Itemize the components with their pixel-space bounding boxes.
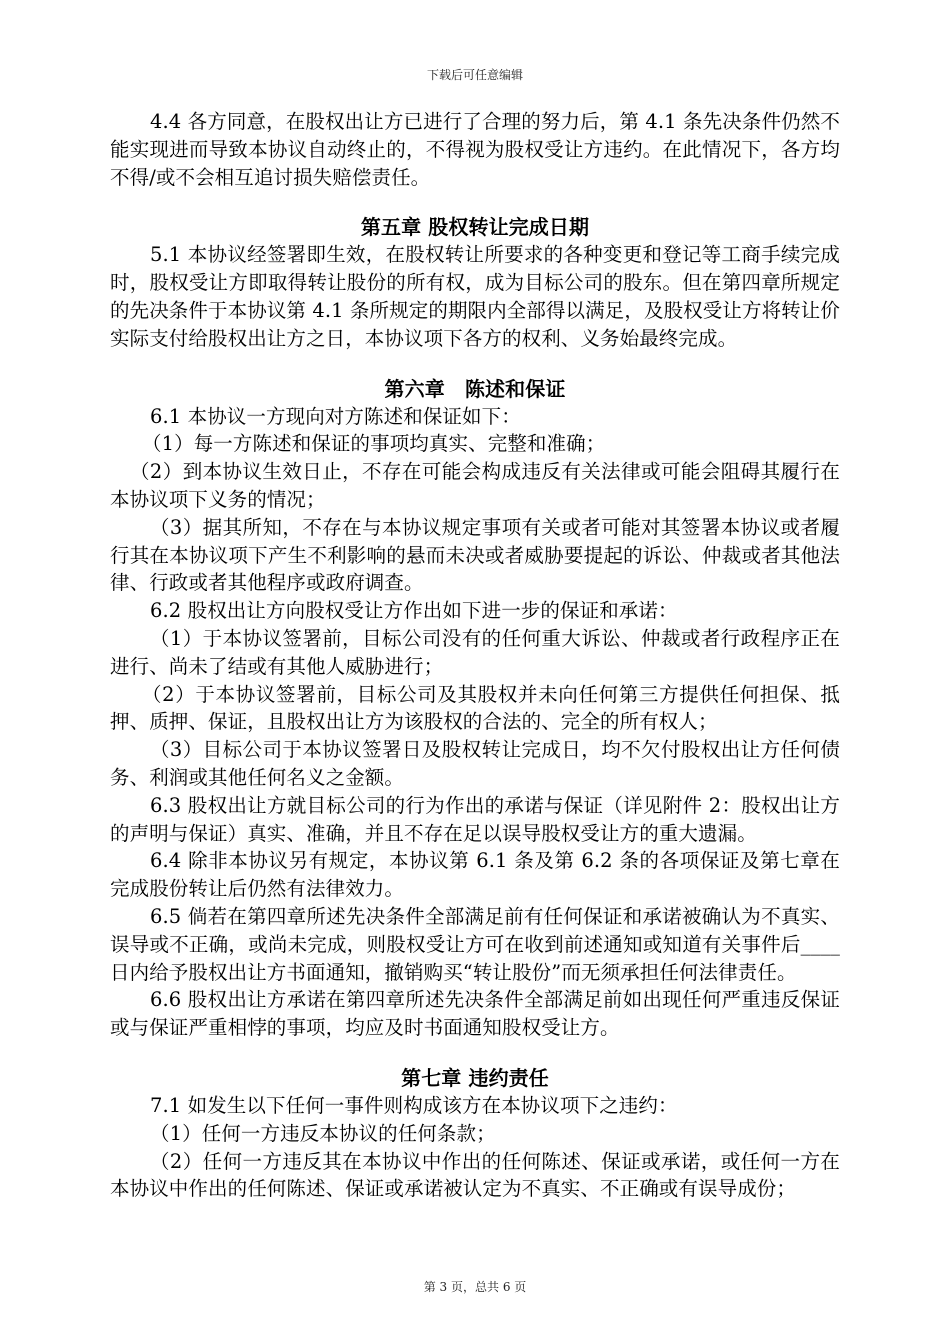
paragraph-7-1: 7.1 如发生以下任何一事件则构成该方在本协议项下之违约： <box>150 1093 678 1117</box>
page-header: 下载后可任意编辑 <box>426 68 523 82</box>
paragraph-7-1-item-1: （1）任何一方违反本协议的任何条款； <box>150 1121 496 1145</box>
paragraph-6-1-item-3: （3）据其所知，不存在与本协议规定事项有关或者可能对其签署本协议或者履行其在本协议项下产生不利影响的悬而未决或者威胁要提起的诉讼、仲裁或者其他法律、行政或者其他程序或政府调查。 <box>110 515 840 595</box>
page-footer: 第 3 页，总共 6 页 <box>423 1280 527 1294</box>
paragraph-6-2-item-2: （2）于本协议签署前，目标公司及其股权并未向任何第三方提供任何担保、抵押、质押、保证，且股权出让方为该股权的合法的、完全的所有权人； <box>110 682 840 734</box>
paragraph-6-5: 6.5 倘若在第四章所述先决条件全部满足前有任何保证和承诺被确认为不真实、误导或不正确，或尚未完成，则股权受让方可在收到前述通知或知道有关事件后____日内给予股权出让方书面通知，撤销购买“转让股份”而无须承担任何法律责任。 <box>110 904 840 984</box>
paragraph-6-4: 6.4 除非本协议另有规定，本协议第 6.1 条及第 6.2 条的各项保证及第七章在完成股份转让后仍然有法律效力。 <box>110 849 840 901</box>
paragraph-6-6: 6.6 股权出让方承诺在第四章所述先决条件全部满足前如出现任何严重违反保证或与保证严重相悖的事项，均应及时书面通知股权受让方。 <box>110 988 840 1040</box>
document-body <box>110 108 840 1203</box>
paragraph-6-1-item-1: （1）每一方陈述和保证的事项均真实、完整和准确； <box>142 432 606 456</box>
chapter-5-heading: 第五章 股权转让完成日期 <box>360 215 590 240</box>
paragraph-6-2: 6.2 股权出让方向股权受让方作出如下进一步的保证和承诺： <box>150 599 678 623</box>
paragraph-6-2-item-1: （1）于本协议签署前，目标公司没有的任何重大诉讼、仲裁或者行政程序正在进行、尚未了结或有其他人威胁进行； <box>110 626 840 678</box>
paragraph-6-3: 6.3 股权出让方就目标公司的行为作出的承诺与保证（详见附件 2：股权出让方的声明与保证）真实、准确，并且不存在足以误导股权受让方的重大遗漏。 <box>110 793 840 845</box>
paragraph-7-1-item-2: （2）任何一方违反其在本协议中作出的任何陈述、保证或承诺，或任何一方在本协议中作出的任何陈述、保证或承诺被认定为不真实、不正确或有误导成份； <box>110 1149 840 1201</box>
paragraph-6-1: 6.1 本协议一方现向对方陈述和保证如下： <box>150 404 521 428</box>
paragraph-6-1-item-2: （2）到本协议生效日止，不存在可能会构成违反有关法律或可能会阻碍其履行在本协议项下义务的情况； <box>110 460 840 511</box>
chapter-6-heading: 第六章 陈述和保证 <box>384 376 566 401</box>
paragraph-5-1: 5.1 本协议经签署即生效，在股权转让所要求的各种变更和登记等工商手续完成时，股权受让方即取得转让股份的所有权，成为目标公司的股东。但在第四章所规定的先决条件于本协议第 4.1 条所规定的期限内全部得以满足，及股权受让方将转让价实际支付给股权出让方之日，本协议项下各方的权利、义务始最终完成。 <box>110 243 840 350</box>
paragraph-6-2-item-3: （3）目标公司于本协议签署日及股权转让完成日，均不欠付股权出让方任何债务、利润或其他任何名义之金额。 <box>110 738 840 789</box>
chapter-7-heading: 第七章 违约责任 <box>401 1065 549 1090</box>
paragraph-4-4: 4.4 各方同意，在股权出让方已进行了合理的努力后，第 4.1 条先决条件仍然不能实现进而导致本协议自动终止的，不得视为股权受让方违约。在此情况下，各方均不得/或不会相互追讨损失赔偿责任。 <box>110 110 840 189</box>
